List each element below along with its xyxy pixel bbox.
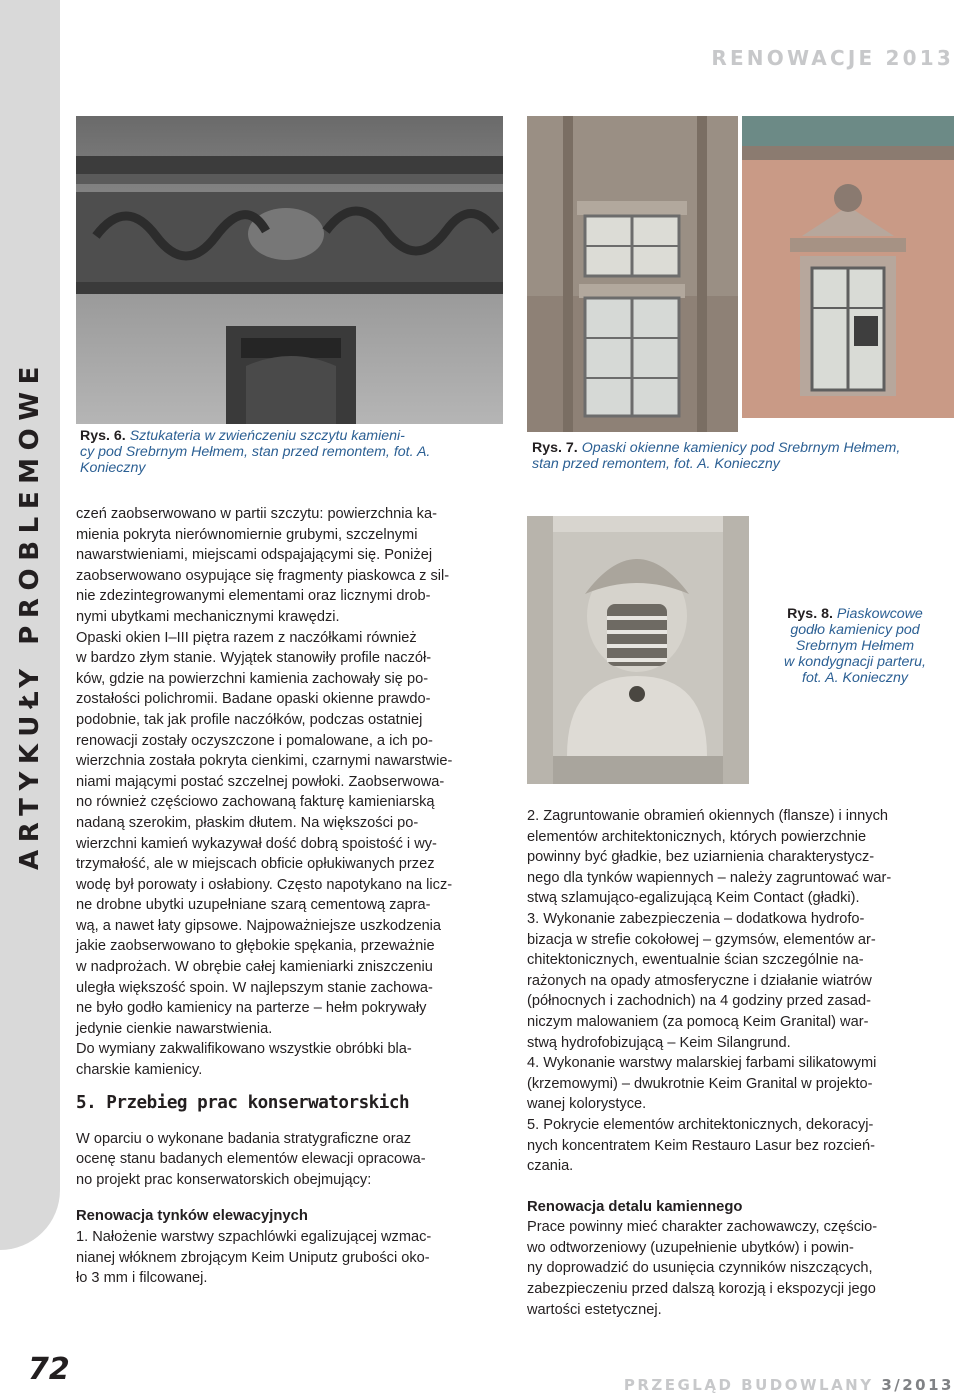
fig8-line-1: godło kamienicy pod xyxy=(790,622,920,638)
line: nych koncentratem Keim Restauro Lasur bez rozcień- xyxy=(527,1137,875,1154)
left-para-3 xyxy=(76,1039,506,1080)
line: uległa większość spoin. W najlepszym stanie zachowa- xyxy=(76,979,433,996)
line: podobnie, tak jak profile naczółków, podczas ostatniej xyxy=(76,711,423,728)
line: zaobserwowano osypujące się fragmenty piaskowca z sil- xyxy=(76,567,450,584)
line: 3. Wykonanie zabezpieczenia – dodatkowa hydrofo- xyxy=(527,910,865,927)
right-column-text xyxy=(527,806,957,1320)
line: Do wymiany zakwalifikowano wszystkie obróbki bla- xyxy=(76,1041,412,1058)
fig6-label: Rys. 6. xyxy=(80,428,126,444)
line: (północnych i zachodnich) na 4 godziny przed zasad- xyxy=(527,993,871,1010)
line: wierzchni kamień wykazywał dość dobrą spoistość i wy- xyxy=(76,835,437,852)
photo-stone-emblem-helmet xyxy=(527,516,749,784)
caption-fig6 xyxy=(80,428,500,476)
fig7-line-1: stan przed remontem, fot. A. Konieczny xyxy=(532,456,780,472)
line: bizacja w strefie cokołowej – gzymsów, elementów ar- xyxy=(527,931,876,948)
line: ło 3 mm i filcowanej. xyxy=(76,1270,208,1287)
line: nawarstwieniami, miejscami odspajającymi się. Poniżej xyxy=(76,547,433,564)
line: jedynie cienkie nawarstwienia. xyxy=(76,1020,273,1037)
right-para xyxy=(527,1217,957,1320)
line: W oparciu o wykonane badania stratygraficzne oraz xyxy=(76,1130,412,1147)
right-item-2 xyxy=(527,806,957,909)
line: mienia pokryta nierównomiernie grubymi, szczelnymi xyxy=(76,526,418,543)
line: nymi ubytkami mechanicznymi krawędzi. xyxy=(76,608,340,625)
line: wierzchnia została pokryta cienkimi, czarnymi nawarstwie- xyxy=(76,753,453,770)
line: no również częściowo zachowaną fakturę kamieniarską xyxy=(76,794,435,811)
fig7-label: Rys. 7. xyxy=(532,440,578,456)
running-footer xyxy=(624,1376,954,1394)
line: nadaną szerokim, płaskim dłutem. Na większości po- xyxy=(76,814,419,831)
fig7-line-0: Opaski okienne kamienicy pod Srebrnym Hełmem, xyxy=(581,440,901,456)
magazine-name: PRZEGLĄD BUDOWLANY xyxy=(623,1376,874,1394)
line: czania. xyxy=(527,1158,574,1175)
line: ne było godło kamienicy na parterze – hełm pokrywały xyxy=(76,1000,427,1017)
left-para-5 xyxy=(76,1227,506,1289)
line: 4. Wykonanie warstwy malarskiej farbami silikatowymi xyxy=(527,1055,877,1072)
right-item-5 xyxy=(527,1115,957,1177)
issue-number: 3/2013 xyxy=(881,1376,954,1394)
line: wartości estetycznej. xyxy=(527,1301,662,1318)
line: nianej włóknem zbrojącym Keim Uniputz grubości oko- xyxy=(76,1249,430,1266)
line: stwą szlamująco-egalizującą Keim Contact (gładki). xyxy=(527,890,860,907)
fig6-line-0: Sztukateria w zwieńczeniu szczytu kamieni- xyxy=(129,428,405,444)
line: (krzemowymi) – dwukrotnie Keim Granital w projekto- xyxy=(527,1075,873,1092)
photo-window-left xyxy=(527,116,738,432)
line: Prace powinny mieć charakter zachowawczy, częścio- xyxy=(527,1219,878,1236)
line: powinny być gładkie, bez uziarnienia charakterystycz- xyxy=(527,849,875,866)
line: w nadprożach. W obrębie całej kamieniarki zniszczeniu xyxy=(76,959,433,976)
line: 1. Nałożenie warstwy szpachlówki egalizującej wzmac- xyxy=(76,1229,432,1245)
fig8-line-4: fot. A. Konieczny xyxy=(802,670,908,686)
line: w bardzo złym stanie. Wyjątek stanowiły profile naczół- xyxy=(76,650,432,667)
line: zabezpieczeniu przed dalszą korozją i ekspozycji jego xyxy=(527,1281,876,1298)
photo-stucco-gable xyxy=(76,116,503,424)
line: charskie kamienicy. xyxy=(76,1062,203,1079)
line: ocenę stanu badanych elementów elewacji opracowa- xyxy=(76,1151,426,1168)
line: Opaski okien I–III piętra razem z naczółkami również xyxy=(76,629,417,646)
fig6-line-1: cy pod Srebrnym Hełmem, stan przed remontem, fot. A. xyxy=(80,444,431,460)
left-para-2 xyxy=(76,628,506,1040)
line: 5. Pokrycie elementów architektonicznych, dekoracyj- xyxy=(527,1116,874,1133)
line: czeń zaobserwowano w partii szczytu: powierzchnia ka- xyxy=(76,506,437,522)
page-number: 72 xyxy=(28,1352,70,1387)
fig8-line-2: Srebrnym Hełmem xyxy=(795,638,915,654)
left-para-1 xyxy=(76,504,506,628)
line: wodę był porowaty i osłabiony. Często napotykano na licz- xyxy=(76,876,453,893)
section-title: 5. Przebieg prac konserwatorskich xyxy=(76,1092,410,1113)
left-para-4 xyxy=(76,1129,506,1191)
fig6-line-2: Konieczny xyxy=(80,460,146,476)
right-item-4 xyxy=(527,1053,957,1115)
line: wanej kolorystyce. xyxy=(527,1096,647,1113)
line: jakie zaobserwowano to głębokie spękania, przeważnie xyxy=(76,938,435,955)
caption-fig8 xyxy=(756,606,954,686)
section-vertical-title: ARTYKUŁY PROBLEMOWE xyxy=(15,358,45,870)
line: zostałości polichromii. Badane opaski okienne prawdo- xyxy=(76,691,431,708)
line: wą, a nawet łaty gipsowe. Najpoważniejsze uszkodzenia xyxy=(76,917,442,934)
caption-fig7 xyxy=(532,440,956,472)
line: renowacji zostały oczyszczone i pomalowane, a ich po- xyxy=(76,732,433,749)
fig8-line-0: Piaskowcowe xyxy=(836,606,923,622)
line: ny doprowadzić do usunięcia czynników niszczących, xyxy=(527,1260,873,1277)
left-column-text xyxy=(76,504,506,1289)
line: chitektonicznych, ewentualnie ścian szczególnie na- xyxy=(527,952,864,969)
line: niczym malowaniem (za pomocą Keim Granital) war- xyxy=(527,1013,869,1030)
right-item-3 xyxy=(527,909,957,1053)
line: wo odtworzeniowy (uzupełnienie ubytków) i powin- xyxy=(527,1239,854,1256)
line: nie zdezintegrowanymi elementami oraz licznymi drob- xyxy=(76,588,431,605)
line: trzymałość, ale w miejscach obficie opłukiwanych przez xyxy=(76,856,435,873)
subheading-stone-detail: Renowacja detalu kamiennego xyxy=(527,1198,743,1215)
line: no projekt prac konserwatorskich obejmujący: xyxy=(76,1171,372,1188)
subheading-plaster: Renowacja tynków elewacyjnych xyxy=(76,1208,308,1225)
line: rażonych na opady atmosferyczne i działanie wiatrów xyxy=(527,972,872,989)
line: nego dla tynków wapiennych – należy zagruntować war- xyxy=(527,869,892,886)
line: elementów architektonicznych, których powierzchnie xyxy=(527,828,867,845)
line: niami mającymi postać szczelnej powłoki. Zaobserwowa- xyxy=(76,773,445,790)
photo-window-right xyxy=(742,116,954,418)
line: 2. Zagruntowanie obramień okiennych (flansze) i innych xyxy=(527,808,888,824)
running-header: RENOWACJE 2013 xyxy=(711,46,954,70)
line: stwą hydrofobizującą – Keim Silangrund. xyxy=(527,1034,791,1051)
fig8-line-3: w kondygnacji parteru, xyxy=(784,654,926,670)
fig8-label: Rys. 8. xyxy=(787,606,833,622)
line: ne drobne ubytki uzupełniane szarą cementową zapra- xyxy=(76,897,431,914)
line: ków, gdzie na powierzchni kamienia zachowały się po- xyxy=(76,670,429,687)
